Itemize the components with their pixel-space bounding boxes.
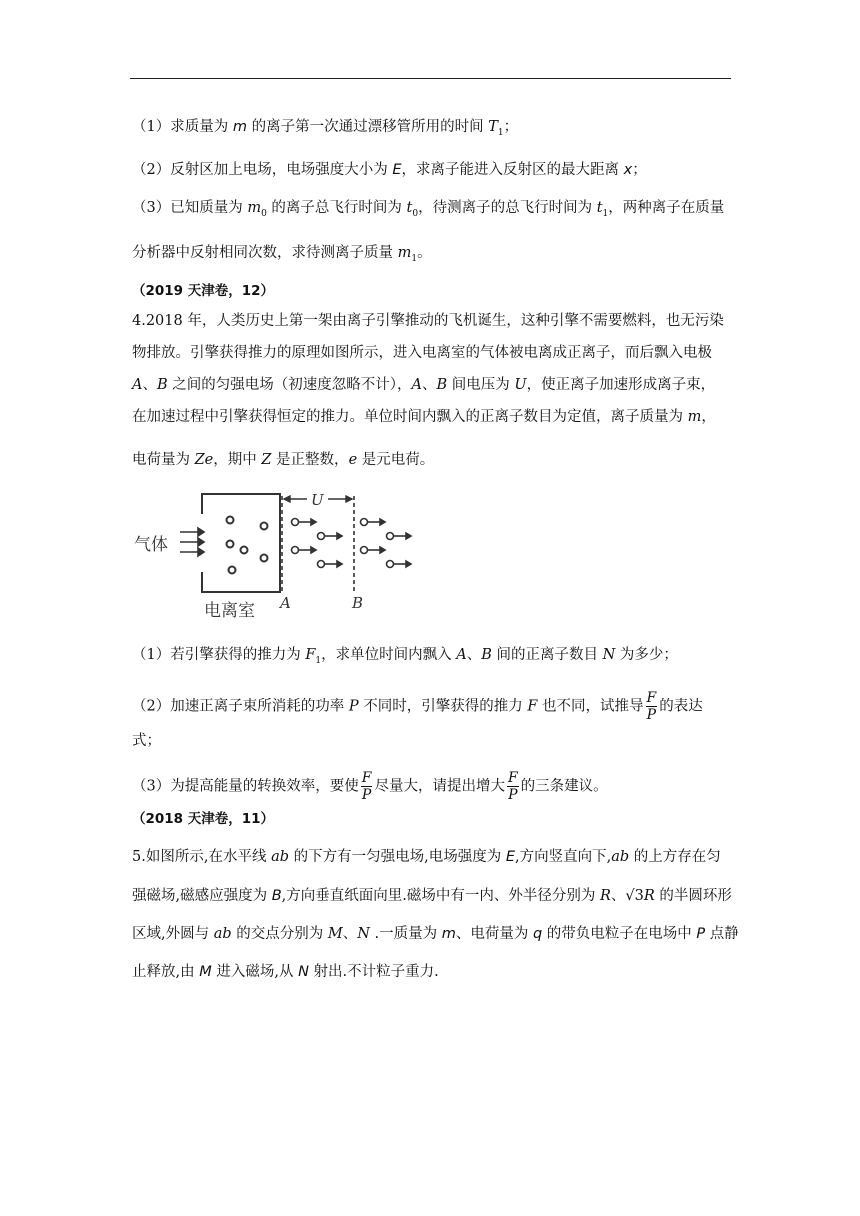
- ion-with-arrow: [318, 533, 325, 540]
- q4-line3: A、B 之间的匀强电场（初速度忽略不计），A、B 间电压为 U，使正离子加速形成离子束，: [132, 377, 716, 393]
- electrode-B-label: B: [352, 594, 364, 612]
- arrowhead: [337, 561, 342, 567]
- ion: [227, 517, 234, 524]
- ion-with-arrow: [387, 533, 394, 540]
- q4-sub2-line2: 式；: [132, 733, 161, 749]
- ion-with-arrow: [292, 547, 299, 554]
- q4-line1: 4.2018 年，人类历史上第一架由离子引擎推动的飞机诞生，这种引擎不需要燃料，也无污染: [132, 313, 724, 329]
- q3-sub3-line2: 分析器中反射相同次数，求待测离子质量 $m_1$。: [132, 245, 432, 264]
- arrowhead: [380, 547, 385, 553]
- ion-with-arrow: [387, 561, 394, 568]
- ion-with-arrow: [318, 561, 325, 568]
- ion-with-arrow: [361, 547, 368, 554]
- ion: [227, 541, 234, 548]
- ionization-chamber: [202, 494, 280, 592]
- q3-source: （2019 天津卷，12）: [132, 283, 275, 299]
- q4-sub2-line1: （2）加速正离子束所消耗的功率 P 不同时，引擎获得的推力 F 也不同，试推导 $\frac{F}{P}$ 的表达: [132, 690, 703, 723]
- q4-line2: 物排放。引擎获得推力的原理如图所示，进入电离室的气体被电离成正离子，而后飘入电极: [132, 345, 712, 361]
- arrowhead: [406, 561, 411, 567]
- ion: [241, 547, 248, 554]
- ion-engine-figure: [132, 492, 414, 622]
- ion: [229, 567, 236, 574]
- q4-source: （2018 天津卷，11）: [132, 811, 275, 827]
- fraction-F-over-P: $\frac{F}{P}$: [361, 770, 372, 803]
- q5-line4: 止释放,由 M 进入磁场,从 N 射出.不计粒子重力.: [132, 964, 439, 980]
- q4-sub3: （3）为提高能量的转换效率，要使 $\frac{F}{P}$ 尽量大，请提出增大 $\frac{F}{P}$ 的三条建议。: [132, 770, 608, 803]
- electrode-A-label: A: [280, 594, 291, 612]
- q5-line3: 区域,外圆与 ab 的交点分别为 M、N .一质量为 m、电荷量为 q 的带负电粒子在电场中 P 点静: [132, 926, 739, 942]
- arrowhead: [311, 547, 316, 553]
- ion-with-arrow: [292, 519, 299, 526]
- q3-sub2: （2）反射区加上电场，电场强度大小为 E，求离子能进入反射区的最大距离 x；: [132, 162, 647, 178]
- arrowhead: [311, 519, 316, 525]
- arrowhead: [406, 533, 411, 539]
- q3-sub1: （1）求质量为 m 的离子第一次通过漂移管所用的时间 $T_1$；: [132, 119, 519, 138]
- ion: [261, 555, 268, 562]
- arrowhead: [380, 519, 385, 525]
- ion: [261, 523, 268, 530]
- q4-sub1: （1）若引擎获得的推力为 $F_1$，求单位时间内飘入 A、B 间的正离子数目 N 为多少；: [132, 647, 678, 666]
- arrowhead: [337, 533, 342, 539]
- fraction-F-over-P: $\frac{F}{P}$: [646, 690, 657, 723]
- q4-line4: 在加速过程中引擎获得恒定的推力。单位时间内飘入的正离子数目为定值，离子质量为 m，: [132, 409, 716, 425]
- q4-line5: 电荷量为 Ze，期中 Z 是正整数，e 是元电荷。: [132, 452, 435, 468]
- gas-label: 气体: [134, 535, 168, 555]
- q5-line1: 5.如图所示,在水平线 ab 的下方有一匀强电场,电场强度为 E,方向竖直向下,ab 的上方存在匀: [132, 849, 721, 865]
- ion-with-arrow: [361, 519, 368, 526]
- header-rule: [130, 78, 731, 79]
- voltage-label: U: [311, 492, 324, 509]
- q5-line2: 强磁场,磁感应强度为 B,方向垂直纸面向里.磁场中有一内、外半径分别为 R、√3R 的半圆环形: [132, 888, 732, 904]
- fraction-F-over-P: $\frac{F}{P}$: [507, 770, 518, 803]
- q3-sub3-line1: （3）已知质量为 $m_0$ 的离子总飞行时间为 $t_0$，待测离子的总飞行时间为 $t_1$，两种离子在质量: [132, 200, 725, 219]
- chamber-label: 电离室: [204, 601, 255, 621]
